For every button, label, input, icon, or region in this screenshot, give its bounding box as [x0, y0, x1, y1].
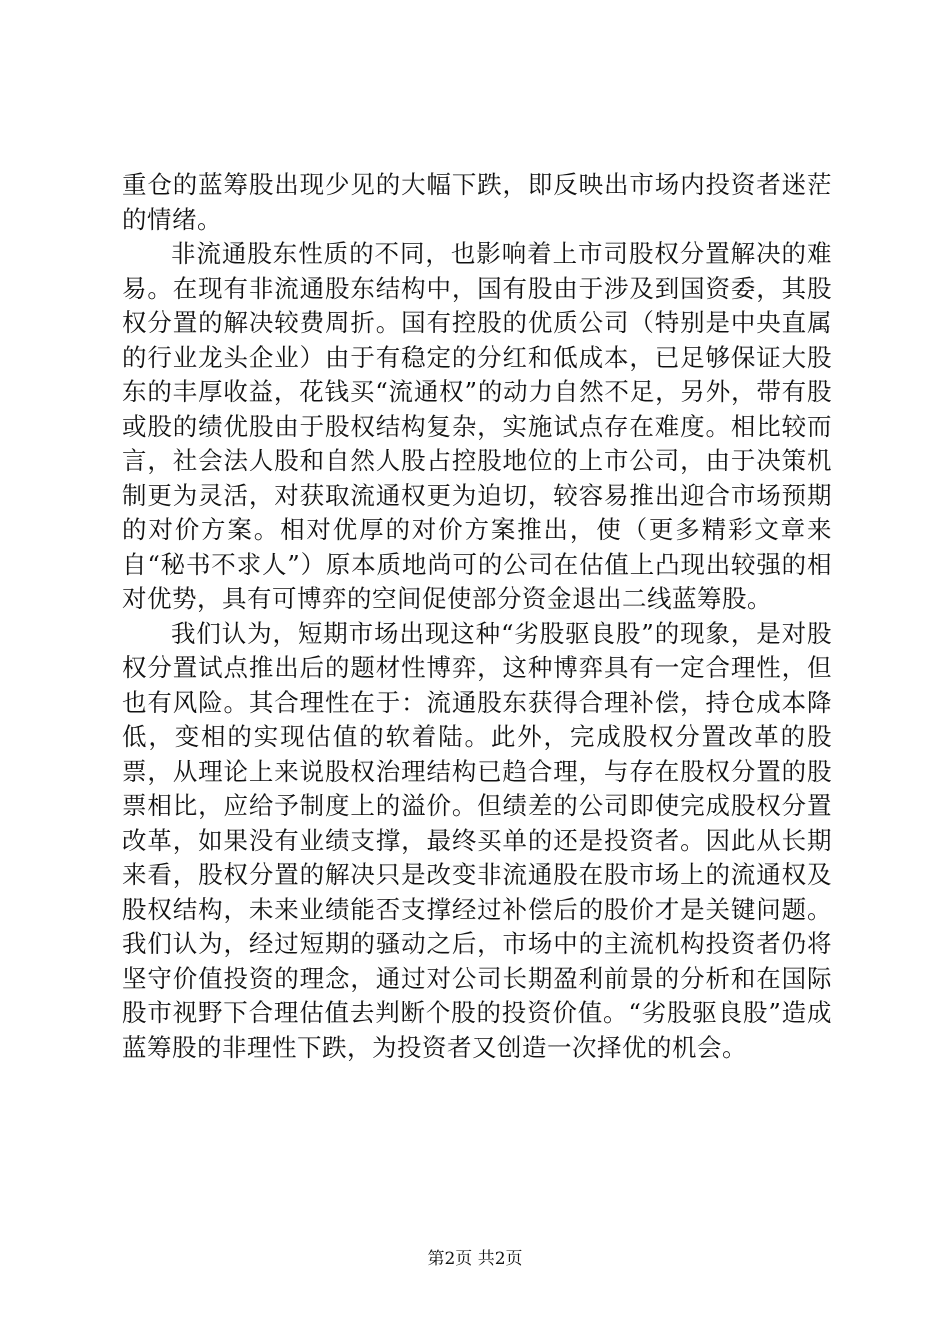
page-footer: 第2页 共2页 — [427, 1249, 523, 1269]
paragraph-3: 我们认为，短期市场出现这种“劣股驱良股”的现象，是对股权分置试点推出后的题材性博弈，这种博弈具有一定合理性，但也有风险。其合理性在于：流通股东获得合理补偿，持仓成本降低，变相的实现估值的软着陆。此外，完成股权分置改革的股票，从理论上来说股权治理结构已趋合理，与存在股权分置的股票相比，应给予制度上的溢价。但绩差的公司即使完成股权分置改革，如果没有业绩支撑，最终买单的还是投资者。因此从长期来看，股权分置的解决只是改变非流通股在股市场上的流通权及股权结构，未来业绩能否支撑经过补偿后的股价才是关键问题。我们认为，经过短期的骚动之后，市场中的主流机构投资者仍将坚守价值投资的理念，通过对公司长期盈利前景的分析和在国际股市视野下合理估值去判断个股的投资价值。“劣股驱良股”造成蓝筹股的非理性下跌，为投资者又创造一次择优的机会。 — [122, 618, 832, 1062]
document-body — [122, 168, 832, 1065]
paragraph-1: 重仓的蓝筹股出现少见的大幅下跌，即反映出市场内投资者迷茫的情绪。 — [122, 170, 832, 234]
paragraph-2: 非流通股东性质的不同，也影响着上市司股权分置解决的难易。在现有非流通股东结构中，国有股由于涉及到国资委，其股权分置的解决较费周折。国有控股的优质公司（特别是中央直属的行业龙头企业）由于有稳定的分红和低成本，已足够保证大股东的丰厚收益，花钱买“流通权”的动力自然不足，另外，带有股或股的绩优股由于股权结构复杂，实施试点存在难度。相比较而言，社会法人股和自然人股占控股地位的上市公司，由于决策机制更为灵活，对获取流通权更为迫切，较容易推出迎合市场预期的对价方案。相对优厚的对价方案推出，使（更多精彩文章来自“秘书不求人”）原本质地尚可的公司在估值上凸现出较强的相对优势，具有可博弈的空间促使部分资金退出二线蓝筹股。 — [122, 239, 832, 613]
